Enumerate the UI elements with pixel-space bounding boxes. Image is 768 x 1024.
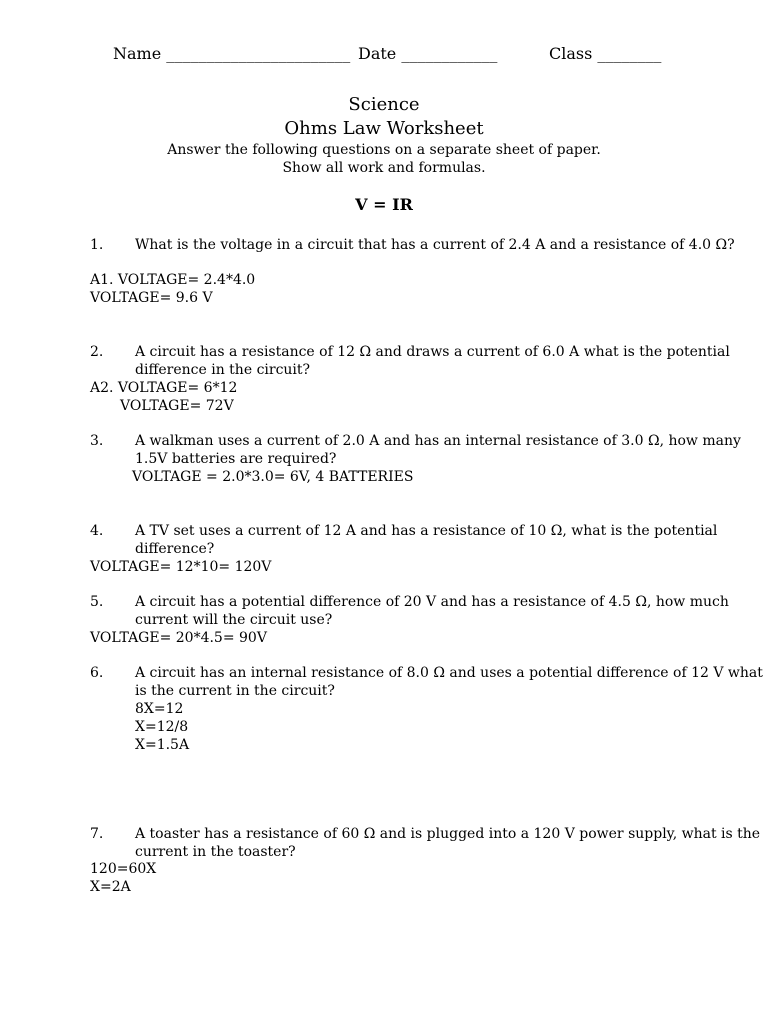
answer-line: X=1.5A — [135, 737, 190, 753]
date-field-label: Date ____________ — [358, 44, 498, 63]
question-text: A TV set uses a current of 12 A and has a resistance of 10 Ω, what is the potential — [135, 523, 718, 539]
question-number: 6. — [90, 665, 104, 681]
answer-line: 120=60X — [90, 861, 157, 877]
class-field-label: Class ________ — [549, 44, 662, 63]
answer-line: X=2A — [90, 879, 131, 895]
ohms-law-formula: V = IR — [355, 195, 413, 214]
question-number: 7. — [90, 826, 104, 842]
answer-line: VOLTAGE= 20*4.5= 90V — [90, 630, 267, 646]
answer-line: A1. VOLTAGE= 2.4*4.0 — [90, 272, 256, 288]
question-number: 1. — [90, 237, 104, 253]
answer-line: VOLTAGE= 9.6 V — [90, 290, 213, 306]
question-text: current in the toaster? — [135, 844, 296, 860]
question-text: difference? — [135, 541, 215, 557]
question-text: A toaster has a resistance of 60 Ω and is plugged into a 120 V power supply, what is the — [135, 826, 761, 842]
question-text: difference in the circuit? — [135, 362, 311, 378]
answer-line: X=12/8 — [135, 719, 189, 735]
question-text: A walkman uses a current of 2.0 A and has an internal resistance of 3.0 Ω, how many — [135, 433, 741, 449]
question-number: 2. — [90, 344, 104, 360]
question-text: A circuit has an internal resistance of 8.0 Ω and uses a potential difference of 12 V what — [135, 665, 763, 681]
answer-line: 8X=12 — [135, 701, 184, 717]
question-text: is the current in the circuit? — [135, 683, 335, 699]
question-number: 4. — [90, 523, 104, 539]
worksheet-title: Ohms Law Worksheet — [284, 118, 484, 139]
instruction-line-1: Answer the following questions on a separate sheet of paper. — [167, 142, 601, 158]
question-number: 3. — [90, 433, 104, 449]
answer-line: VOLTAGE= 12*10= 120V — [90, 559, 272, 575]
question-text: A circuit has a potential difference of 20 V and has a resistance of 4.5 Ω, how much — [135, 594, 729, 610]
instruction-line-2: Show all work and formulas. — [282, 160, 486, 176]
question-text: current will the circuit use? — [135, 612, 333, 628]
name-field-label: Name _______________________ — [113, 44, 351, 63]
answer-line: A2. VOLTAGE= 6*12 — [90, 380, 238, 396]
question-number: 5. — [90, 594, 104, 610]
question-text: What is the voltage in a circuit that has a current of 2.4 A and a resistance of 4.0 Ω? — [135, 237, 735, 253]
answer-line: VOLTAGE = 2.0*3.0= 6V, 4 BATTERIES — [132, 469, 414, 485]
question-text: A circuit has a resistance of 12 Ω and draws a current of 6.0 A what is the potential — [135, 344, 730, 360]
answer-line: VOLTAGE= 72V — [120, 398, 234, 414]
question-text: 1.5V batteries are required? — [135, 451, 337, 467]
subject-heading: Science — [348, 94, 420, 115]
